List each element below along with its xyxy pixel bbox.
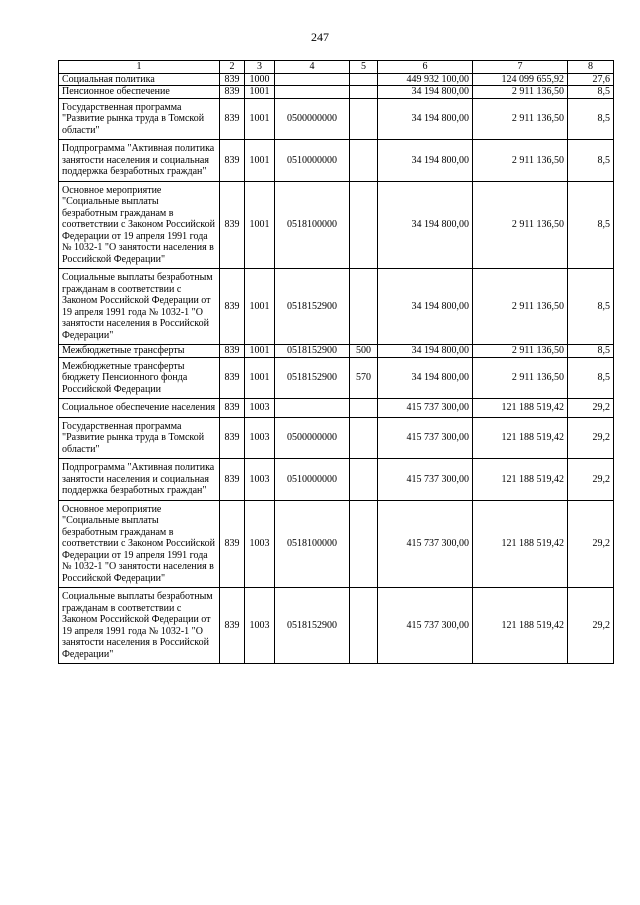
row-plan: 34 194 800,00 — [378, 181, 473, 269]
row-section: 1003 — [245, 588, 275, 664]
row-target: 0518100000 — [275, 500, 350, 588]
row-name: Социальные выплаты безработным гражданам в соответствии с Законом Российской Федерации от 19 апреля 1991 года № 1032-1 "О занятости населения в Российской Федерации" — [59, 588, 220, 664]
row-plan: 34 194 800,00 — [378, 98, 473, 140]
row-actual: 2 911 136,50 — [473, 181, 568, 269]
table-row — [59, 417, 614, 459]
row-code: 839 — [220, 181, 245, 269]
row-actual: 2 911 136,50 — [473, 140, 568, 182]
table-row — [59, 140, 614, 182]
row-percent: 29,2 — [568, 588, 614, 664]
row-code: 839 — [220, 417, 245, 459]
row-section: 1001 — [245, 98, 275, 140]
row-section: 1003 — [245, 500, 275, 588]
row-plan: 415 737 300,00 — [378, 417, 473, 459]
header-row — [59, 61, 614, 74]
row-code: 839 — [220, 86, 245, 99]
table-row — [59, 399, 614, 418]
row-section: 1001 — [245, 181, 275, 269]
row-plan: 415 737 300,00 — [378, 459, 473, 501]
row-type — [350, 86, 378, 99]
row-type — [350, 459, 378, 501]
row-name: Основное мероприятие "Социальные выплаты безработным гражданам в соответствии с Законом Российской Федерации от 19 апреля 1991 года № 1032-1 "О занятости населения в Российской Федерации" — [59, 500, 220, 588]
row-name: Государственная программа "Развитие рынка труда в Томской области" — [59, 417, 220, 459]
row-type — [350, 73, 378, 86]
row-plan: 34 194 800,00 — [378, 86, 473, 99]
row-code: 839 — [220, 98, 245, 140]
row-type — [350, 269, 378, 345]
row-type — [350, 399, 378, 418]
row-type — [350, 500, 378, 588]
row-percent: 8,5 — [568, 181, 614, 269]
row-section: 1000 — [245, 73, 275, 86]
row-type: 570 — [350, 357, 378, 399]
row-plan: 415 737 300,00 — [378, 500, 473, 588]
row-code: 839 — [220, 459, 245, 501]
row-actual: 124 099 655,92 — [473, 73, 568, 86]
row-code: 839 — [220, 357, 245, 399]
header-col-8: 8 — [568, 61, 614, 74]
row-plan: 415 737 300,00 — [378, 399, 473, 418]
header-col-1: 1 — [59, 61, 220, 74]
table-row — [59, 86, 614, 99]
row-percent: 8,5 — [568, 357, 614, 399]
row-percent: 8,5 — [568, 86, 614, 99]
table-row — [59, 459, 614, 501]
row-actual: 121 188 519,42 — [473, 459, 568, 501]
row-code: 839 — [220, 345, 245, 358]
row-plan: 34 194 800,00 — [378, 345, 473, 358]
row-name: Основное мероприятие "Социальные выплаты безработным гражданам в соответствии с Законом Российской Федерации от 19 апреля 1991 года № 1032-1 "О занятости населения в Российской Федерации" — [59, 181, 220, 269]
row-code: 839 — [220, 399, 245, 418]
row-percent: 8,5 — [568, 98, 614, 140]
row-plan: 34 194 800,00 — [378, 269, 473, 345]
table-row — [59, 357, 614, 399]
table-row — [59, 345, 614, 358]
row-percent: 29,2 — [568, 459, 614, 501]
row-code: 839 — [220, 588, 245, 664]
row-section: 1001 — [245, 140, 275, 182]
row-section: 1001 — [245, 269, 275, 345]
row-name: Государственная программа "Развитие рынка труда в Томской области" — [59, 98, 220, 140]
row-target: 0510000000 — [275, 459, 350, 501]
row-percent: 29,2 — [568, 417, 614, 459]
row-type — [350, 98, 378, 140]
row-percent: 8,5 — [568, 269, 614, 345]
row-actual: 121 188 519,42 — [473, 399, 568, 418]
table-row — [59, 73, 614, 86]
row-name: Пенсионное обеспечение — [59, 86, 220, 99]
row-target — [275, 73, 350, 86]
row-code: 839 — [220, 73, 245, 86]
table-row — [59, 588, 614, 664]
row-target: 0500000000 — [275, 417, 350, 459]
row-target: 0500000000 — [275, 98, 350, 140]
table-row — [59, 269, 614, 345]
row-target: 0518152900 — [275, 269, 350, 345]
header-col-3: 3 — [245, 61, 275, 74]
page-number: 247 — [311, 30, 329, 44]
row-code: 839 — [220, 269, 245, 345]
budget-table — [58, 60, 614, 664]
row-actual: 121 188 519,42 — [473, 500, 568, 588]
row-actual: 2 911 136,50 — [473, 345, 568, 358]
row-type — [350, 140, 378, 182]
header-col-5: 5 — [350, 61, 378, 74]
row-percent: 29,2 — [568, 500, 614, 588]
row-actual: 121 188 519,42 — [473, 417, 568, 459]
row-section: 1003 — [245, 459, 275, 501]
row-section: 1001 — [245, 345, 275, 358]
row-section: 1001 — [245, 357, 275, 399]
row-section: 1001 — [245, 86, 275, 99]
row-actual: 2 911 136,50 — [473, 98, 568, 140]
header-col-6: 6 — [378, 61, 473, 74]
row-section: 1003 — [245, 417, 275, 459]
header-col-7: 7 — [473, 61, 568, 74]
row-plan: 34 194 800,00 — [378, 357, 473, 399]
row-type — [350, 181, 378, 269]
row-target: 0510000000 — [275, 140, 350, 182]
row-actual: 121 188 519,42 — [473, 588, 568, 664]
row-percent: 29,2 — [568, 399, 614, 418]
row-target: 0518152900 — [275, 357, 350, 399]
row-actual: 2 911 136,50 — [473, 357, 568, 399]
table-row — [59, 500, 614, 588]
row-type: 500 — [350, 345, 378, 358]
row-name: Межбюджетные трансферты — [59, 345, 220, 358]
table-row — [59, 181, 614, 269]
row-code: 839 — [220, 500, 245, 588]
row-name: Социальные выплаты безработным гражданам в соответствии с Законом Российской Федерации от 19 апреля 1991 года № 1032-1 "О занятости населения в Российской Федерации" — [59, 269, 220, 345]
row-code: 839 — [220, 140, 245, 182]
row-type — [350, 588, 378, 664]
row-plan: 34 194 800,00 — [378, 140, 473, 182]
row-target: 0518152900 — [275, 588, 350, 664]
row-target: 0518100000 — [275, 181, 350, 269]
row-name: Социальная политика — [59, 73, 220, 86]
row-type — [350, 417, 378, 459]
header-col-4: 4 — [275, 61, 350, 74]
row-name: Подпрограмма "Активная политика занятости населения и социальная поддержка безработных граждан" — [59, 140, 220, 182]
row-percent: 27,6 — [568, 73, 614, 86]
table-row — [59, 98, 614, 140]
row-plan: 415 737 300,00 — [378, 588, 473, 664]
header-col-2: 2 — [220, 61, 245, 74]
row-name: Межбюджетные трансферты бюджету Пенсионного фонда Российской Федерации — [59, 357, 220, 399]
row-percent: 8,5 — [568, 140, 614, 182]
row-name: Подпрограмма "Активная политика занятости населения и социальная поддержка безработных граждан" — [59, 459, 220, 501]
row-target — [275, 86, 350, 99]
row-target: 0518152900 — [275, 345, 350, 358]
row-name: Социальное обеспечение населения — [59, 399, 220, 418]
row-percent: 8,5 — [568, 345, 614, 358]
row-target — [275, 399, 350, 418]
row-plan: 449 932 100,00 — [378, 73, 473, 86]
row-actual: 2 911 136,50 — [473, 269, 568, 345]
row-section: 1003 — [245, 399, 275, 418]
row-actual: 2 911 136,50 — [473, 86, 568, 99]
